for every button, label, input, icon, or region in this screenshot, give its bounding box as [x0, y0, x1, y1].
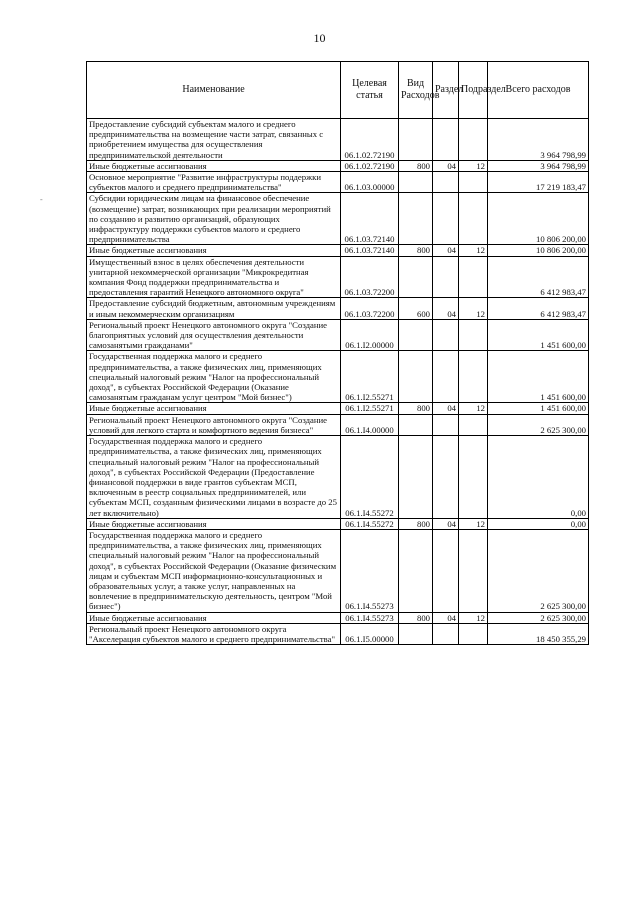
row-code-cell: 06.1.03.00000 — [341, 172, 399, 193]
row-total-cell: 0,00 — [488, 436, 589, 519]
row-code-cell: 06.1.02.72190 — [341, 160, 399, 171]
row-razdel-cell — [433, 256, 459, 298]
row-vid-cell: 600 — [399, 298, 433, 319]
row-code-cell: 06.1.03.72200 — [341, 256, 399, 298]
row-name-cell: Региональный проект Ненецкого автономного округа "Создание условий для легкого старта и комфортного ведения бизнеса" — [87, 414, 341, 435]
row-code-cell: 06.1.I4.55273 — [341, 529, 399, 612]
row-razdel-cell: 04 — [433, 160, 459, 171]
row-podrazdel-cell: 12 — [459, 160, 488, 171]
row-total-cell: 3 964 798,99 — [488, 160, 589, 171]
table-row — [87, 414, 589, 435]
row-podrazdel-cell — [459, 623, 488, 644]
row-name-cell: Региональный проект Ненецкого автономного округа "Создание благоприятных условий для осуществления деятельности самозанятыми гражданами" — [87, 319, 341, 351]
row-total-cell: 6 412 983,47 — [488, 256, 589, 298]
row-total-cell: 6 412 983,47 — [488, 298, 589, 319]
row-podrazdel-cell: 12 — [459, 612, 488, 623]
table-row — [87, 351, 589, 403]
table-row — [87, 256, 589, 298]
row-vid-cell: 800 — [399, 160, 433, 171]
row-vid-cell — [399, 414, 433, 435]
row-total-cell: 2 625 300,00 — [488, 414, 589, 435]
row-razdel-cell — [433, 172, 459, 193]
row-code-cell: 06.1.I5.00000 — [341, 623, 399, 644]
header-total: Всего расходов — [488, 62, 589, 119]
header-name: Наименование — [87, 62, 341, 119]
row-total-cell: 1 451 600,00 — [488, 403, 589, 414]
row-razdel-cell — [433, 529, 459, 612]
table-row — [87, 403, 589, 414]
table-row — [87, 160, 589, 171]
table-row — [87, 623, 589, 644]
row-vid-cell: 800 — [399, 245, 433, 256]
page-number: 10 — [313, 31, 326, 45]
row-total-cell: 10 806 200,00 — [488, 193, 589, 245]
row-vid-cell — [399, 351, 433, 403]
row-code-cell: 06.1.03.72140 — [341, 193, 399, 245]
table-row — [87, 436, 589, 519]
row-name-cell: Предоставление субсидий субъектам малого и среднего предпринимательства на возмещение части затрат, связанных с приобретением имущества для осуществления предпринимательской деятельности — [87, 119, 341, 161]
row-code-cell: 06.1.I2.00000 — [341, 319, 399, 351]
row-razdel-cell: 04 — [433, 403, 459, 414]
row-vid-cell — [399, 172, 433, 193]
row-podrazdel-cell: 12 — [459, 298, 488, 319]
row-podrazdel-cell: 12 — [459, 403, 488, 414]
row-code-cell: 06.1.I2.55271 — [341, 351, 399, 403]
row-vid-cell — [399, 256, 433, 298]
row-name-cell: Иные бюджетные ассигнования — [87, 518, 341, 529]
row-razdel-cell — [433, 351, 459, 403]
row-code-cell: 06.1.I2.55271 — [341, 403, 399, 414]
row-total-cell: 2 625 300,00 — [488, 529, 589, 612]
row-name-cell: Иные бюджетные ассигнования — [87, 160, 341, 171]
row-podrazdel-cell: 12 — [459, 245, 488, 256]
row-total-cell: 3 964 798,99 — [488, 119, 589, 161]
header-vid: Вид Расходов — [399, 62, 433, 119]
row-razdel-cell: 04 — [433, 612, 459, 623]
table-row — [87, 245, 589, 256]
row-total-cell: 10 806 200,00 — [488, 245, 589, 256]
row-total-cell: 1 451 600,00 — [488, 319, 589, 351]
row-name-cell: Предоставление субсидий бюджетным, автономным учреждениям и иным некоммерческим организациям — [87, 298, 341, 319]
row-name-cell: Иные бюджетные ассигнования — [87, 612, 341, 623]
row-name-cell: Региональный проект Ненецкого автономного округа "Акселерация субъектов малого и среднего предпринимательства" — [87, 623, 341, 644]
row-podrazdel-cell — [459, 436, 488, 519]
row-vid-cell: 800 — [399, 518, 433, 529]
row-total-cell: 17 219 183,47 — [488, 172, 589, 193]
row-razdel-cell — [433, 319, 459, 351]
row-code-cell: 06.1.I4.55272 — [341, 436, 399, 519]
row-vid-cell — [399, 119, 433, 161]
row-vid-cell: 800 — [399, 612, 433, 623]
row-vid-cell — [399, 193, 433, 245]
row-code-cell: 06.1.03.72200 — [341, 298, 399, 319]
row-razdel-cell: 04 — [433, 245, 459, 256]
margin-mark: - — [40, 195, 43, 204]
row-podrazdel-cell — [459, 414, 488, 435]
table-row — [87, 298, 589, 319]
row-name-cell: Иные бюджетные ассигнования — [87, 403, 341, 414]
row-name-cell: Имущественный взнос в целях обеспечения деятельности унитарной некоммерческой организации "Микрокредитная компания Фонд поддержки предпринимательства и предоставления гарантий Ненецкого автономного округа" — [87, 256, 341, 298]
header-podrazdel: Подраздел — [459, 62, 488, 119]
table-row — [87, 172, 589, 193]
table-row — [87, 518, 589, 529]
row-total-cell: 0,00 — [488, 518, 589, 529]
row-code-cell: 06.1.02.72190 — [341, 119, 399, 161]
row-name-cell: Иные бюджетные ассигнования — [87, 245, 341, 256]
header-razdel: Раздел — [433, 62, 459, 119]
row-total-cell: 18 450 355,29 — [488, 623, 589, 644]
row-razdel-cell: 04 — [433, 298, 459, 319]
row-code-cell: 06.1.I4.00000 — [341, 414, 399, 435]
row-razdel-cell: 04 — [433, 518, 459, 529]
row-code-cell: 06.1.I4.55272 — [341, 518, 399, 529]
row-vid-cell — [399, 623, 433, 644]
table-row — [87, 529, 589, 612]
row-podrazdel-cell — [459, 319, 488, 351]
table-header-row — [87, 62, 589, 119]
row-name-cell: Субсидии юридическим лицам на финансовое обеспечение (возмещение) затрат, возникающих при реализации мероприятий по созданию и развитию организаций, образующих инфраструктуру поддержки субъектов малого и среднего предпринимательства — [87, 193, 341, 245]
row-podrazdel-cell — [459, 172, 488, 193]
row-vid-cell: 800 — [399, 403, 433, 414]
budget-table — [86, 61, 589, 645]
row-razdel-cell — [433, 436, 459, 519]
row-total-cell: 1 451 600,00 — [488, 351, 589, 403]
row-name-cell: Государственная поддержка малого и среднего предпринимательства, а также физических лиц, применяющих специальный налоговый режим "Налог на профессиональный доход", в субъектах Российской Федерации (Оказание физическим лицам и субъектам МСП информационно-консультационных и образовательных услуг, а также услуг, направленных на вовлечение в предпринимательскую деятельность, центром "Мой бизнес") — [87, 529, 341, 612]
row-name-cell: Государственная поддержка малого и среднего предпринимательства, а также физических лиц, применяющих специальный налоговый режим "Налог на профессиональный доход", в субъектах Российской Федерации (Оказание самозанятым гражданам услуг центром "Мой бизнес") — [87, 351, 341, 403]
row-podrazdel-cell — [459, 256, 488, 298]
table-row — [87, 319, 589, 351]
row-code-cell: 06.1.I4.55273 — [341, 612, 399, 623]
row-vid-cell — [399, 319, 433, 351]
row-podrazdel-cell — [459, 351, 488, 403]
row-razdel-cell — [433, 193, 459, 245]
row-name-cell: Основное мероприятие "Развитие инфраструктуры поддержки субъектов малого и среднего предпринимательства" — [87, 172, 341, 193]
row-razdel-cell — [433, 414, 459, 435]
row-razdel-cell — [433, 119, 459, 161]
row-podrazdel-cell — [459, 193, 488, 245]
row-vid-cell — [399, 529, 433, 612]
row-code-cell: 06.1.03.72140 — [341, 245, 399, 256]
row-podrazdel-cell — [459, 529, 488, 612]
row-name-cell: Государственная поддержка малого и среднего предпринимательства, а также физических лиц, применяющих специальный налоговый режим "Налог на профессиональный доход", в субъектах Российской Федерации (Предоставление финансовой поддержки в виде грантов субъектам МСП, включенным в реестр социальных предпринимателей, или субъектам МСП, созданным физическими лицами в возрасте до 25 лет включительно) — [87, 436, 341, 519]
row-razdel-cell — [433, 623, 459, 644]
row-vid-cell — [399, 436, 433, 519]
row-total-cell: 2 625 300,00 — [488, 612, 589, 623]
table-row — [87, 193, 589, 245]
table-row — [87, 612, 589, 623]
header-code: Целевая статья — [341, 62, 399, 119]
row-podrazdel-cell: 12 — [459, 518, 488, 529]
row-podrazdel-cell — [459, 119, 488, 161]
table-row — [87, 119, 589, 161]
